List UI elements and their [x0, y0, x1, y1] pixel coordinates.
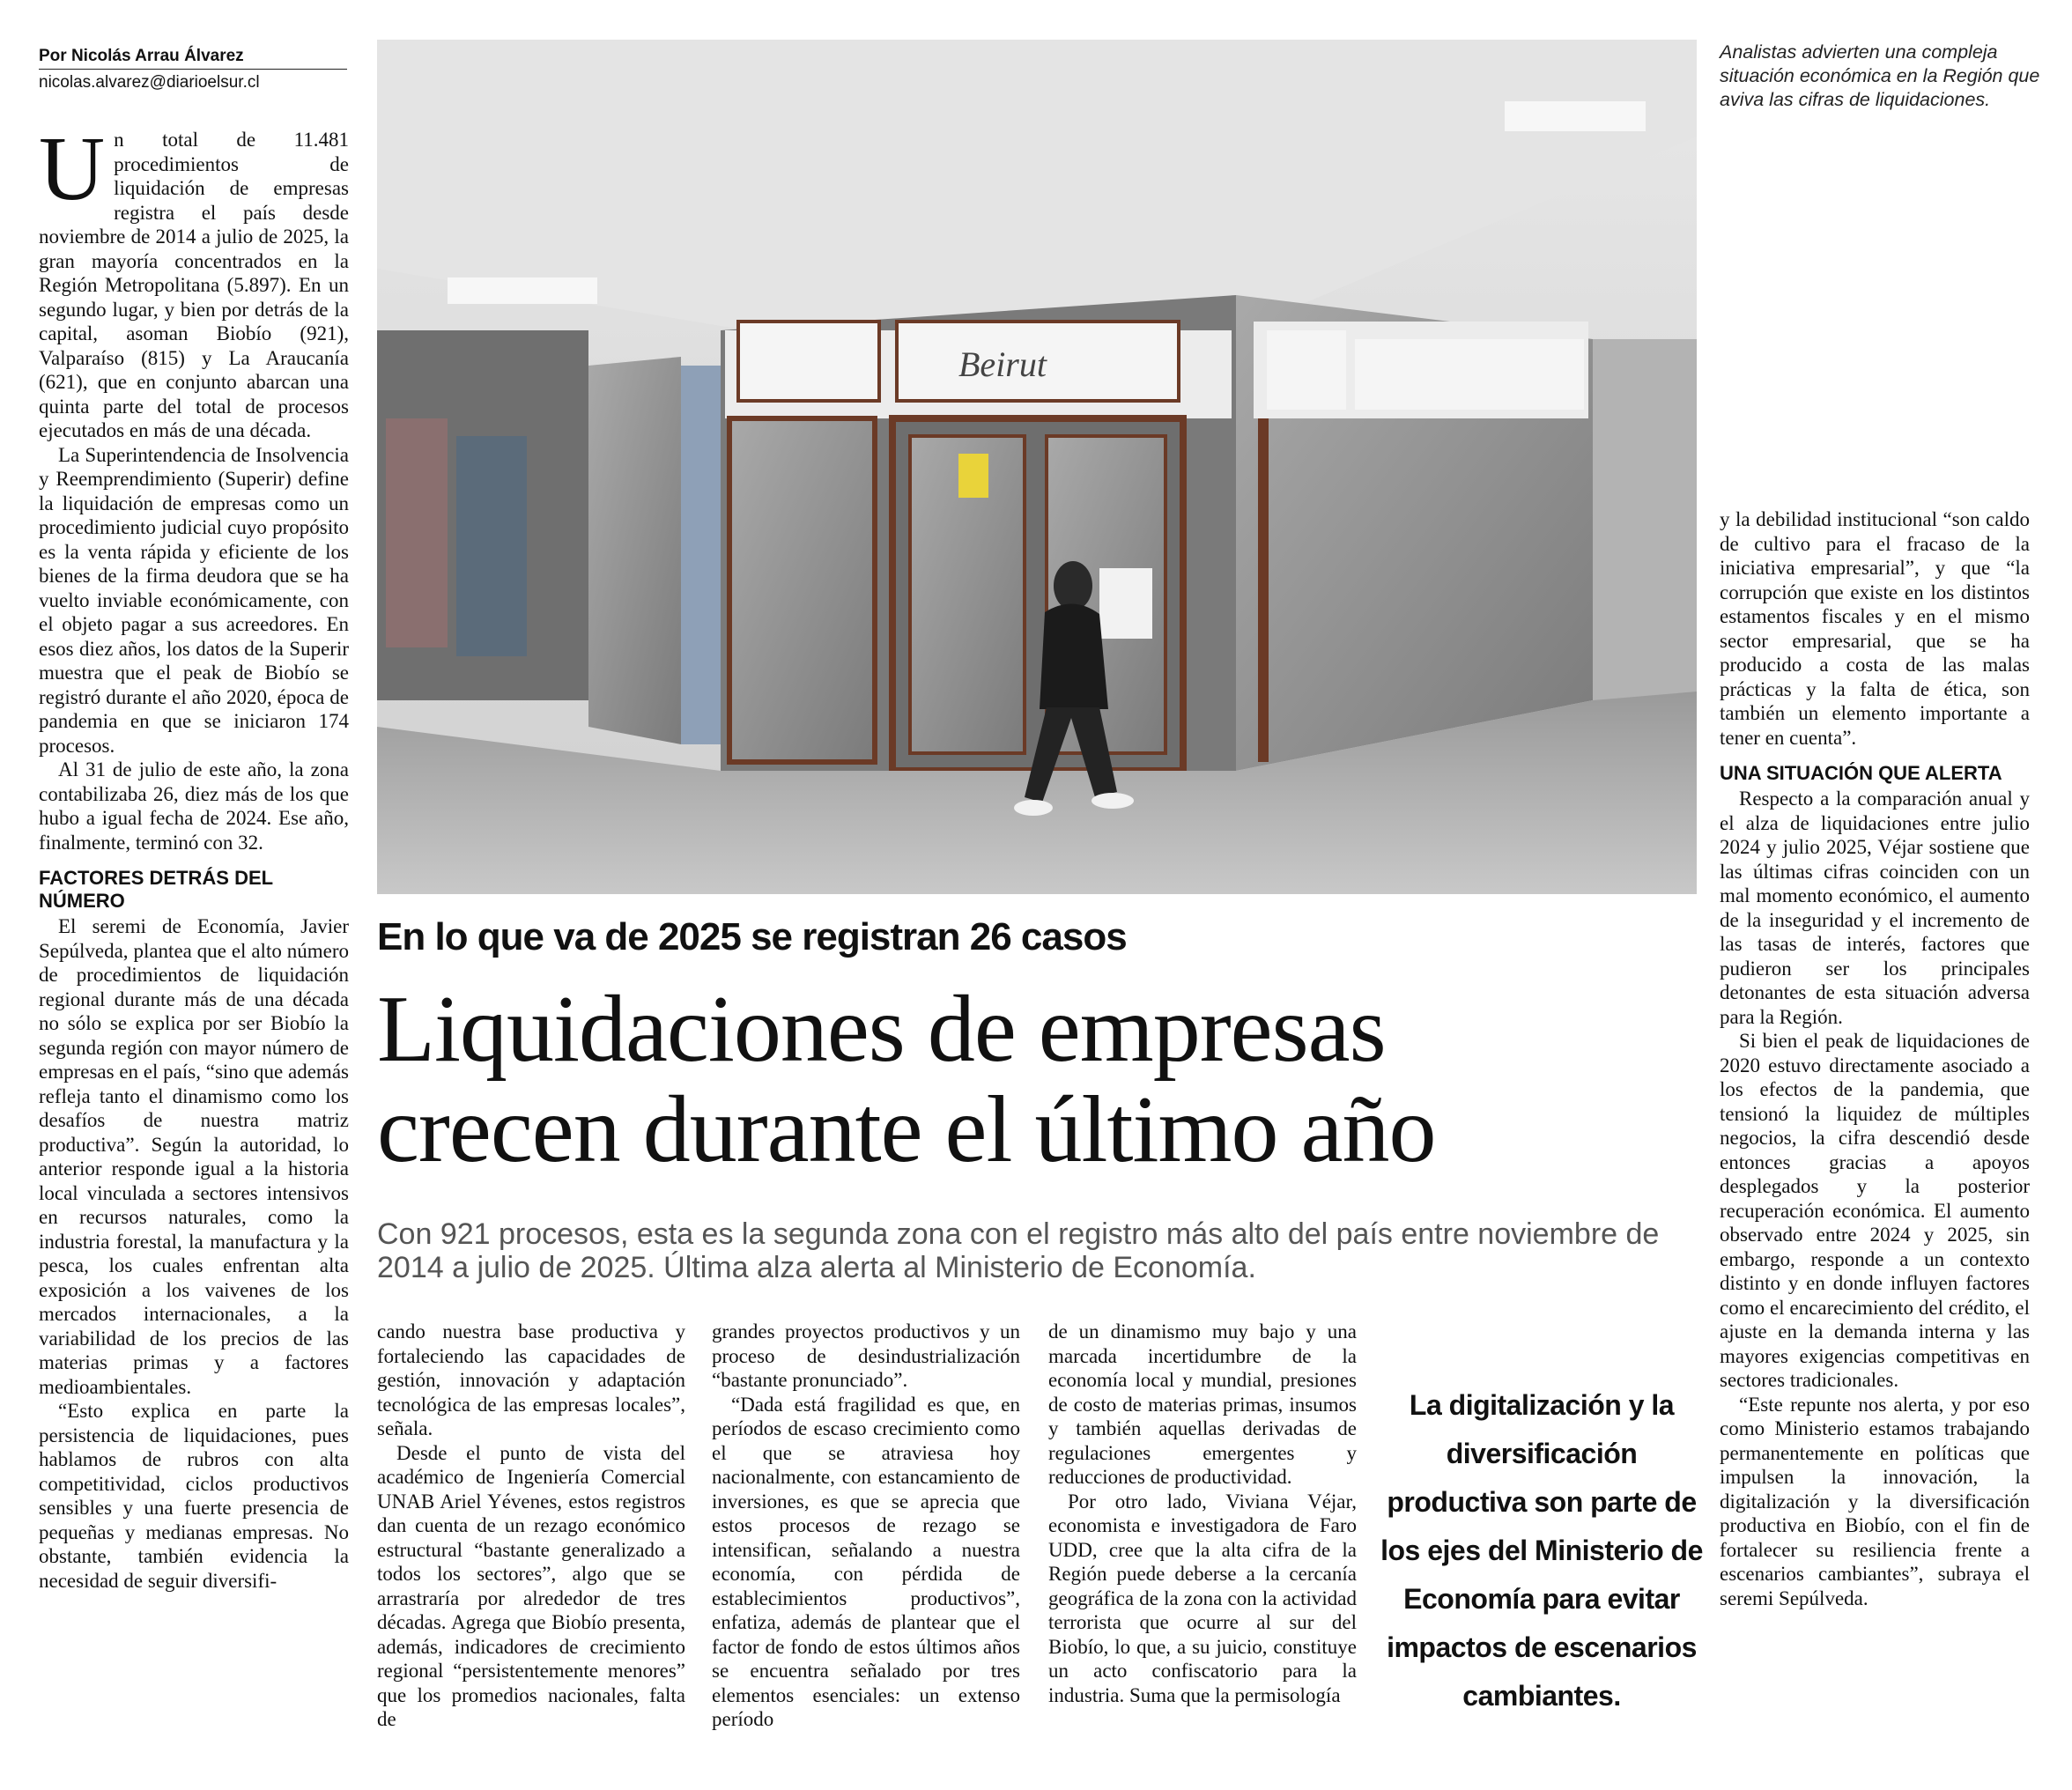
paragraph: Por otro lado, Viviana Véjar, economista e investigadora de Faro UDD, cree que la alta cifra de la Región puede deberse a la cercanía geográfica de la zona con la actividad terrorista que ocurre al sur del Biobío, lo que, a su juicio, constituye un acto confiscatorio para la industria. Suma que la permisología — [1048, 1490, 1357, 1706]
byline-email[interactable]: nicolas.alvarez@diarioelsur.cl — [39, 73, 260, 92]
headline-line-2: crecen durante el último año — [377, 1077, 1436, 1182]
article-column-5 — [1720, 507, 2030, 1610]
headline-line-1: Liquidaciones de empresas — [377, 977, 1386, 1082]
paragraph: grandes proyectos productivos y un proceso de desindustrialización “bastante pronunciado”. — [712, 1320, 1020, 1391]
section-heading: UNA SITUACIÓN QUE ALERTA — [1720, 762, 2002, 784]
paragraph: La Superintendencia de Insolvencia y Reemprendimiento (Superir) define la liquidación de empresas como un procedimiento judicial cuyo propósito es la venta rápida y eficiente de los bienes de la firma deudora que se ha vuelto inviable económicamente, con el objeto pagar a sus acreedores. En esos diez años, los datos de la Superir muestra que el peak de Biobío se registró durante el año 2020, época de pandemia en que se iniciaron 174 procesos. — [39, 443, 349, 757]
byline-divider — [39, 69, 347, 70]
kicker: En lo que va de 2025 se registran 26 casos — [377, 915, 1127, 958]
paragraph: El seremi de Economía, Javier Sepúlveda, plantea que el alto número de procedimientos de liquidación regional durante más de una década no sólo se explica por ser Biobío la segunda región con mayor número de empresas en el país, “sino que además refleja tanto el dinamismo como los desafíos de nuestra matriz productiva”. Según la autoridad, lo anterior responde igual a la historia local vinculada a sectores intensivos en recursos naturales, como la industria forestal, la manufactura y la pesca, los cuales enfrentan alta exposición a los vaivenes de los mercados internacionales, a la variabilidad de los precios de las materias primas y a factores medioambientales. — [39, 915, 349, 1398]
paragraph: “Este repunte nos alerta, y por eso como Ministerio estamos trabajando permanentemente en políticas que impulsen la innovación, la digitalización y la diversificación productiva en Biobío, con el fin de fortalecer su resiliencia frente a escenarios cambiantes”, subraya el seremi Sepúlveda. — [1720, 1393, 2030, 1609]
paragraph: Si bien el peak de liquidaciones de 2020 estuvo directamente asociado a los efectos de la pandemia, que tensionó la liquidez de múltiples negocios, la cifra descendió desde entonces gracias a apoyos desplegados y la posterior recuperación económica. El aumento observado entre 2024 y 2025, sin embargo, responde a un contexto distinto y en donde influyen factores como el encarecimiento del crédito, el ajuste en la demanda interna y las mayores exigencias competitivas en sectores tradicionales. — [1720, 1030, 2030, 1391]
deck: Con 921 procesos, esta es la segunda zona con el registro más alto del país entre noviembre de 2014 a julio de 2025. Última alza alerta al Ministerio de Economía. — [377, 1217, 1660, 1284]
lead-text: n total de 11.481 procedimientos de liquidación de empresas registra el país desde noviembre de 2014 a julio de 2025, la gran mayoría concentrados en la Región Metropolitana (5.897). En un segundo lugar, y bien por detrás de la capital, asoman Biobío (921), Valparaíso (815) y La Araucanía (621), que en conjunto abarcan una quinta parte del total de procesos ejecutados en más de una década. — [39, 129, 349, 441]
paragraph: Respecto a la comparación anual y el alza de liquidaciones entre julio 2024 y julio 2025, Véjar sostiene que las últimas cifras coinciden con un mal momento económico, el aumento de la inseguridad y el incremento de las tasas de interés, factores que pudieron ser los principales detonantes de esta situación adversa para la Región. — [1720, 788, 2030, 1028]
paragraph: de un dinamismo muy bajo y una marcada incertidumbre de la economía local y mundial, presiones de costo de materias primas, insumos y también aquellas derivadas de regulaciones emergentes y reducciones de productividad. — [1048, 1320, 1357, 1488]
paragraph: “Dada está fragilidad es que, en períodos de escaso crecimiento como el que se atraviesa hoy nacionalmente, con estancamiento de inversiones, es que se aprecia que estos procesos de rezago se intensifican, señalando a nuestra economía, con pérdida de establecimientos productivos”, enfatiza, además de plantear que el factor de fondo de estos últimos años se encuentra señalado por tres elementos esenciales: un extenso período — [712, 1393, 1020, 1730]
storefront-photo-illustration — [377, 40, 1697, 894]
byline-author: Por Nicolás Arrau Álvarez — [39, 47, 244, 65]
headline — [377, 977, 1716, 1182]
paragraph: cando nuestra base productiva y fortaleciendo las capacidades de gestión, innovación y adaptación tecnológica de las empresas locales”, señala. — [377, 1320, 685, 1439]
article-column-2 — [377, 1320, 685, 1732]
paragraph: y la debilidad institucional “son caldo de cultivo para el fracaso de la iniciativa empresarial”, y que “la corrupción que existe en los distintos estamentos fiscales y en el mismo sector empresarial, que se ha producido a costa de las malas prácticas y la falta de ética, son también un elemento importante a tener en cuenta”. — [1720, 508, 2030, 749]
section-heading: FACTORES DETRÁS DEL NÚMERO — [39, 867, 273, 912]
photo-caption: Analistas advierten una compleja situación económica en la Región que aviva las cifras de liquidaciones. — [1720, 41, 2040, 110]
article-photo — [377, 40, 1697, 894]
lead-paragraph — [39, 118, 349, 443]
dropcap: U — [39, 118, 106, 219]
article-column-1 — [39, 46, 349, 1593]
paragraph: Desde el punto de vista del académico de Ingeniería Comercial UNAB Ariel Yévenes, estos registros dan cuenta de un rezago económico estructural “bastante generalizado a todos los sectores”, algo que se arrastraría por alrededor de tres décadas. Agrega que Biobío presenta, además, indicadores de crecimiento regional “persistentemente menores” que los promedios nacionales, falta de — [377, 1441, 685, 1730]
store-sign-text: Beirut — [958, 344, 1047, 384]
paragraph: Al 31 de julio de este año, la zona contabilizaba 26, diez más de los que hubo a igual fecha de 2024. Ese año, finalmente, terminó con 32. — [39, 758, 349, 854]
paragraph: “Esto explica en parte la persistencia de liquidaciones, pues hablamos de rubros con alta competitividad, ciclos productivos sensibles y una fuerte presencia de pequeñas y medianas empresas. No obstante, también evidencia la necesidad de seguir diversifi- — [39, 1400, 349, 1592]
article-column-4 — [1048, 1320, 1357, 1707]
pull-quote: La digitalización y la diversificación productiva son parte de los ejes del Ministerio de Economía para evitar impactos de escenarios cambiantes. — [1380, 1389, 1703, 1712]
article-column-3 — [712, 1320, 1020, 1732]
